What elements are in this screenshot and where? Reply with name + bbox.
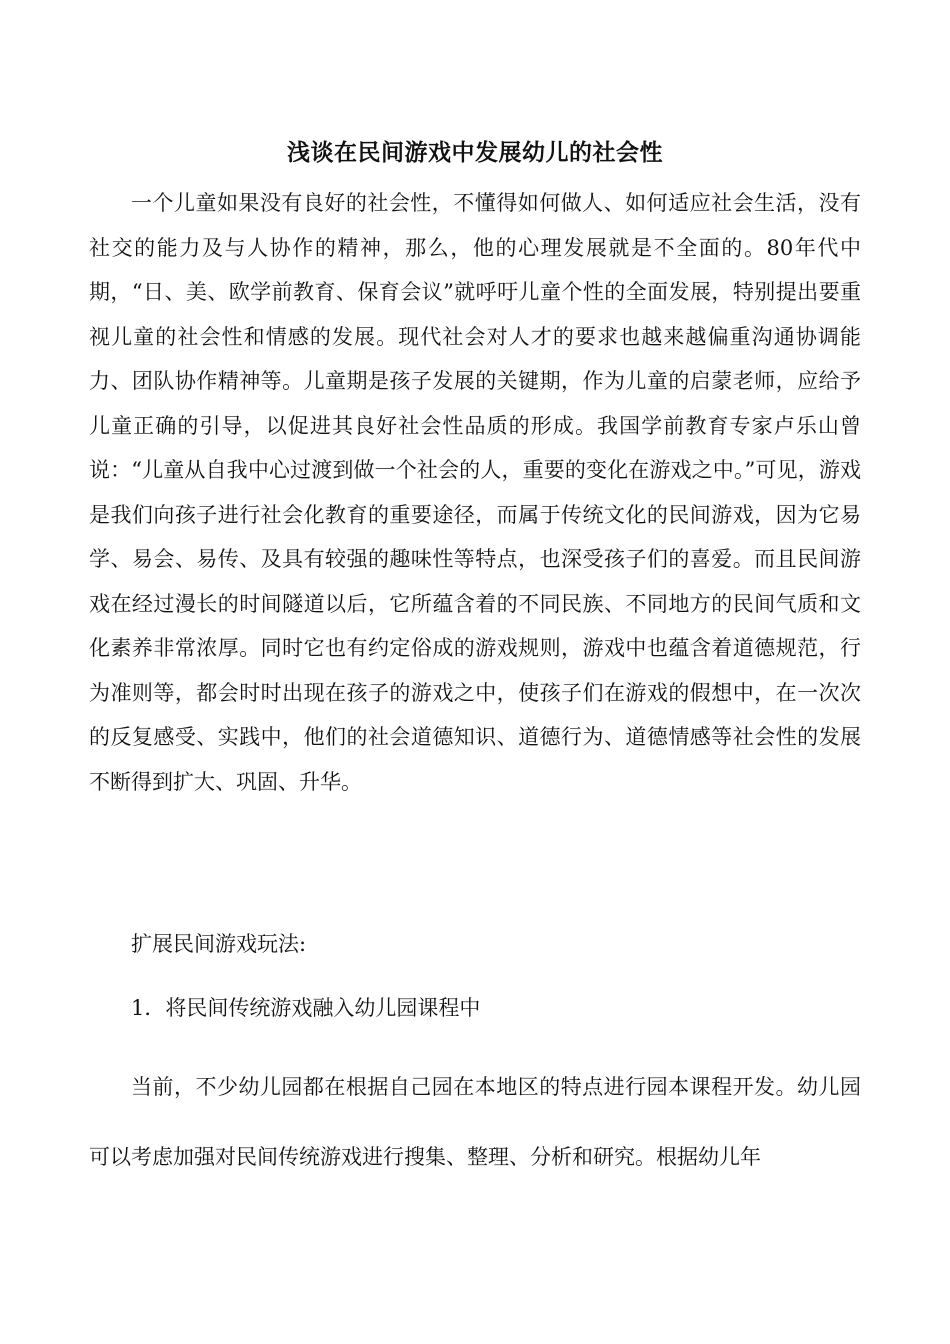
paragraph-heading-expand: 扩展民间游戏玩法: (131, 932, 307, 956)
paragraph-section-1: 1．将民间传统游戏融入幼儿园课程中 (131, 996, 481, 1020)
document-title: 浅谈在民间游戏中发展幼儿的社会性 (287, 139, 663, 166)
paragraph-intro: 一个儿童如果没有良好的社会性，不懂得如何做人、如何适应社会生活，没有社交的能力及与人协作的精神，那么，他的心理发展就是不全面的。80年代中期，“日、美、欧学前教育、保育会议”就呼吁儿童个性的全面发展，特别提出要重视儿童的社会性和情感的发展。现代社会对人才的要求也越来越偏重沟通协调能力、团队协作精神等。儿童期是孩子发展的关键期，作为儿童的启蒙老师，应给予儿童正确的引导，以促进其良好社会性品质的形成。我国学前教育专家卢乐山曾说：“儿童从自我中心过渡到做一个社会的人，重要的变化在游戏之中。”可见，游戏是我们向孩子进行社会化教育的重要途径，而属于传统文化的民间游戏，因为它易学、易会、易传、及具有较强的趣味性等特点，也深受孩子们的喜爱。而且民间游戏在经过漫长的时间隧道以后，它所蕴含着的不同民族、不同地方的民间气质和文化素养非常浓厚。同时它也有约定俗成的游戏规则，游戏中也蕴含着道德规范，行为准则等，都会时时出现在孩子的游戏之中，使孩子们在游戏的假想中，在一次次的反复感受、实践中，他们的社会道德知识、道德行为、道德情感等社会性的发展不断得到扩大、巩固、升华。 (89, 191, 861, 794)
paragraph-section-1-body: 当前，不少幼儿园都在根据自己园在本地区的特点进行园本课程开发。幼儿园可以考虑加强对民间传统游戏进行搜集、整理、分析和研究。根据幼儿年 (89, 1075, 861, 1169)
